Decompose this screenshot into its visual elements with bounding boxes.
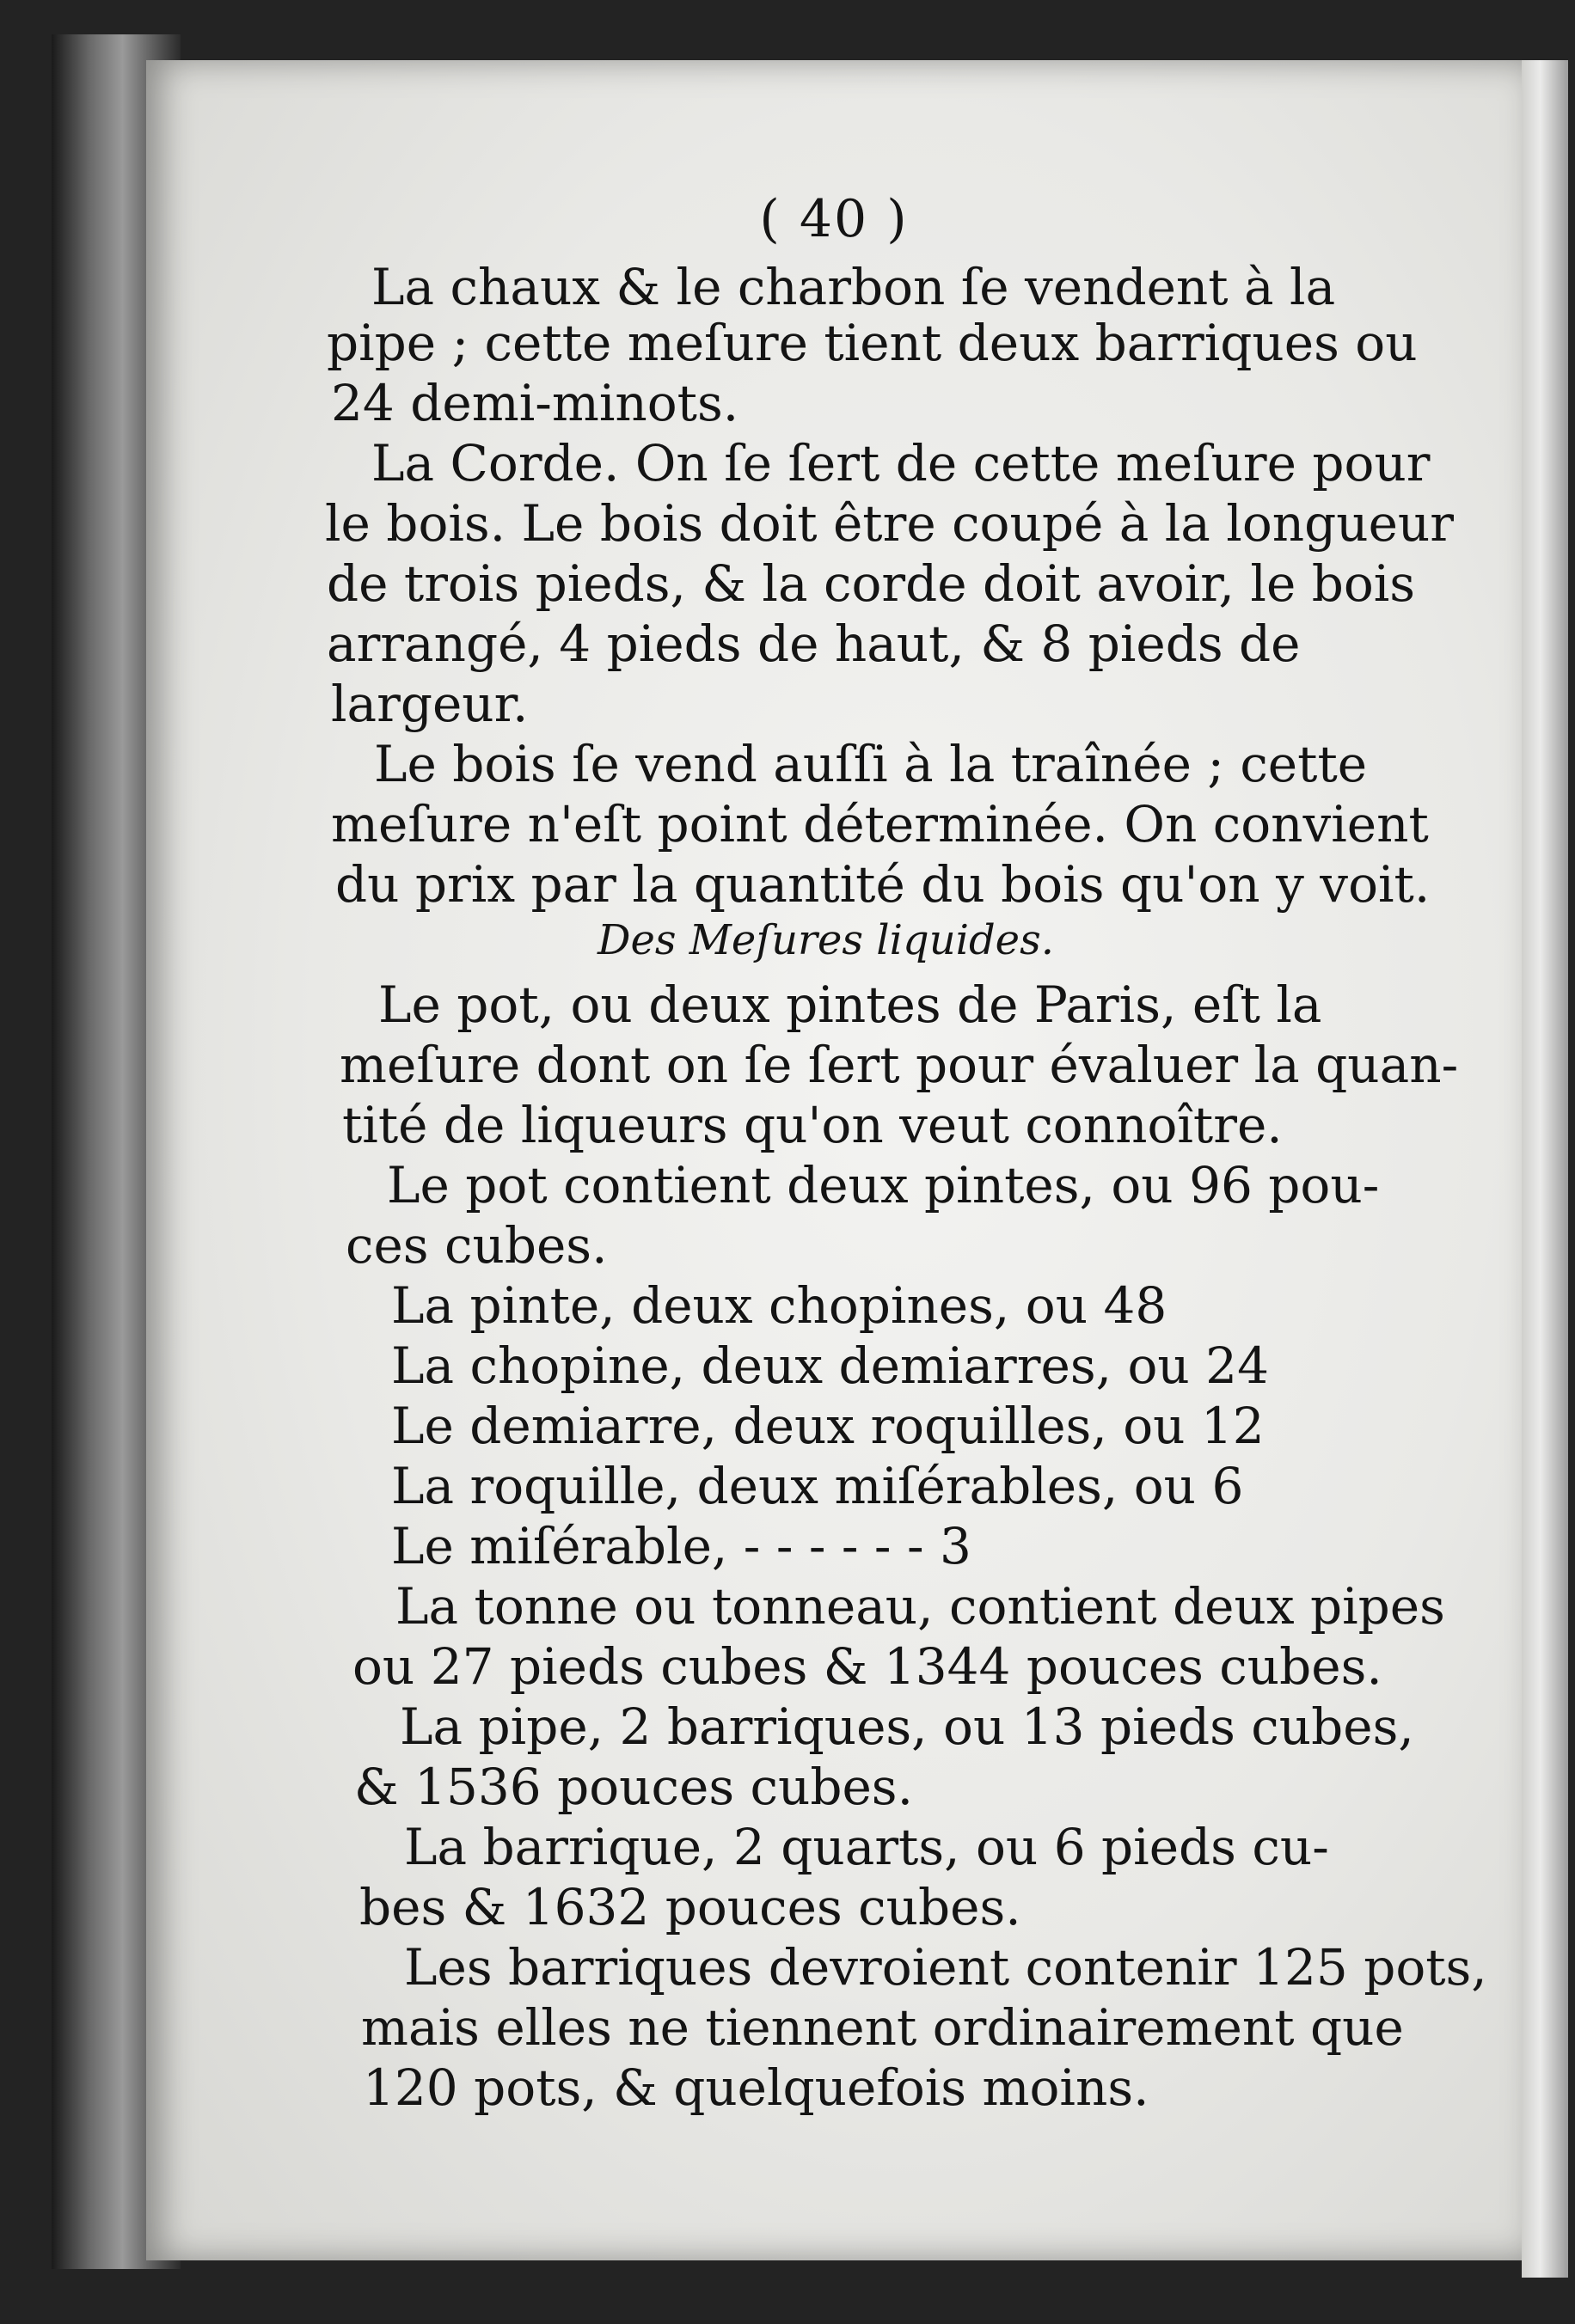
- text-line: Le demiarre, deux roquilles, ou 12: [391, 1397, 1265, 1455]
- text-line: tité de liqueurs qu'on veut connoître.: [342, 1096, 1283, 1154]
- text-line: meſure n'eſt point déterminée. On convient: [331, 795, 1429, 853]
- text-line: bes & 1632 pouces cubes.: [359, 1878, 1021, 1936]
- text-line: 120 pots, & quelquefois moins.: [363, 2058, 1149, 2117]
- text-line: ces cubes.: [346, 1216, 608, 1275]
- text-line: de trois pieds, & la corde doit avoir, le bois: [327, 554, 1416, 613]
- facing-page-edge: [1522, 60, 1568, 2278]
- text-line: ou 27 pieds cubes & 1344 pouces cubes.: [352, 1637, 1382, 1696]
- text-line: 24 demi-minots.: [331, 374, 739, 432]
- page-number: ( 40 ): [759, 189, 909, 249]
- text-line: La pinte, deux chopines, ou 48: [391, 1276, 1167, 1335]
- text-line: & 1536 pouces cubes.: [354, 1758, 914, 1816]
- text-line: La Corde. On ſe ſert de cette meſure pour: [371, 434, 1431, 492]
- text-line: La pipe, 2 barriques, ou 13 pieds cubes,: [400, 1697, 1414, 1756]
- text-line: largeur.: [331, 675, 529, 733]
- text-line: meſure dont on ſe ſert pour évaluer la quan-: [340, 1036, 1459, 1094]
- text-line: La barrique, 2 quarts, ou 6 pieds cu-: [404, 1818, 1329, 1876]
- text-line: La roquille, deux miſérables, ou 6: [391, 1457, 1244, 1515]
- text-line: Le bois ſe vend auſſi à la traînée ; cette: [374, 735, 1368, 793]
- text-line: Le miſérable, - - - - - - 3: [391, 1517, 971, 1575]
- text-line: La chopine, deux demiarres, ou 24: [391, 1336, 1269, 1395]
- text-line: mais elles ne tiennent ordinairement que: [361, 1998, 1404, 2057]
- section-heading: Des Meſures liquides.: [598, 916, 1054, 964]
- book-page: [146, 60, 1522, 2260]
- text-line: Les barriques devroient contenir 125 pots,: [404, 1938, 1487, 1997]
- text-line: pipe ; cette meſure tient deux barriques ou: [327, 314, 1418, 372]
- text-line: arrangé, 4 pieds de haut, & 8 pieds de: [327, 615, 1301, 673]
- text-line: Le pot contient deux pintes, ou 96 pou-: [387, 1156, 1380, 1214]
- text-line: Le pot, ou deux pintes de Paris, eſt la: [378, 975, 1322, 1034]
- text-line: le bois. Le bois doit être coupé à la longueur: [325, 494, 1455, 553]
- text-line: La tonne ou tonneau, contient deux pipes: [395, 1577, 1445, 1636]
- text-line: du prix par la quantité du bois qu'on y voit.: [335, 855, 1431, 914]
- text-line: La chaux & le charbon ſe vendent à la: [371, 258, 1336, 316]
